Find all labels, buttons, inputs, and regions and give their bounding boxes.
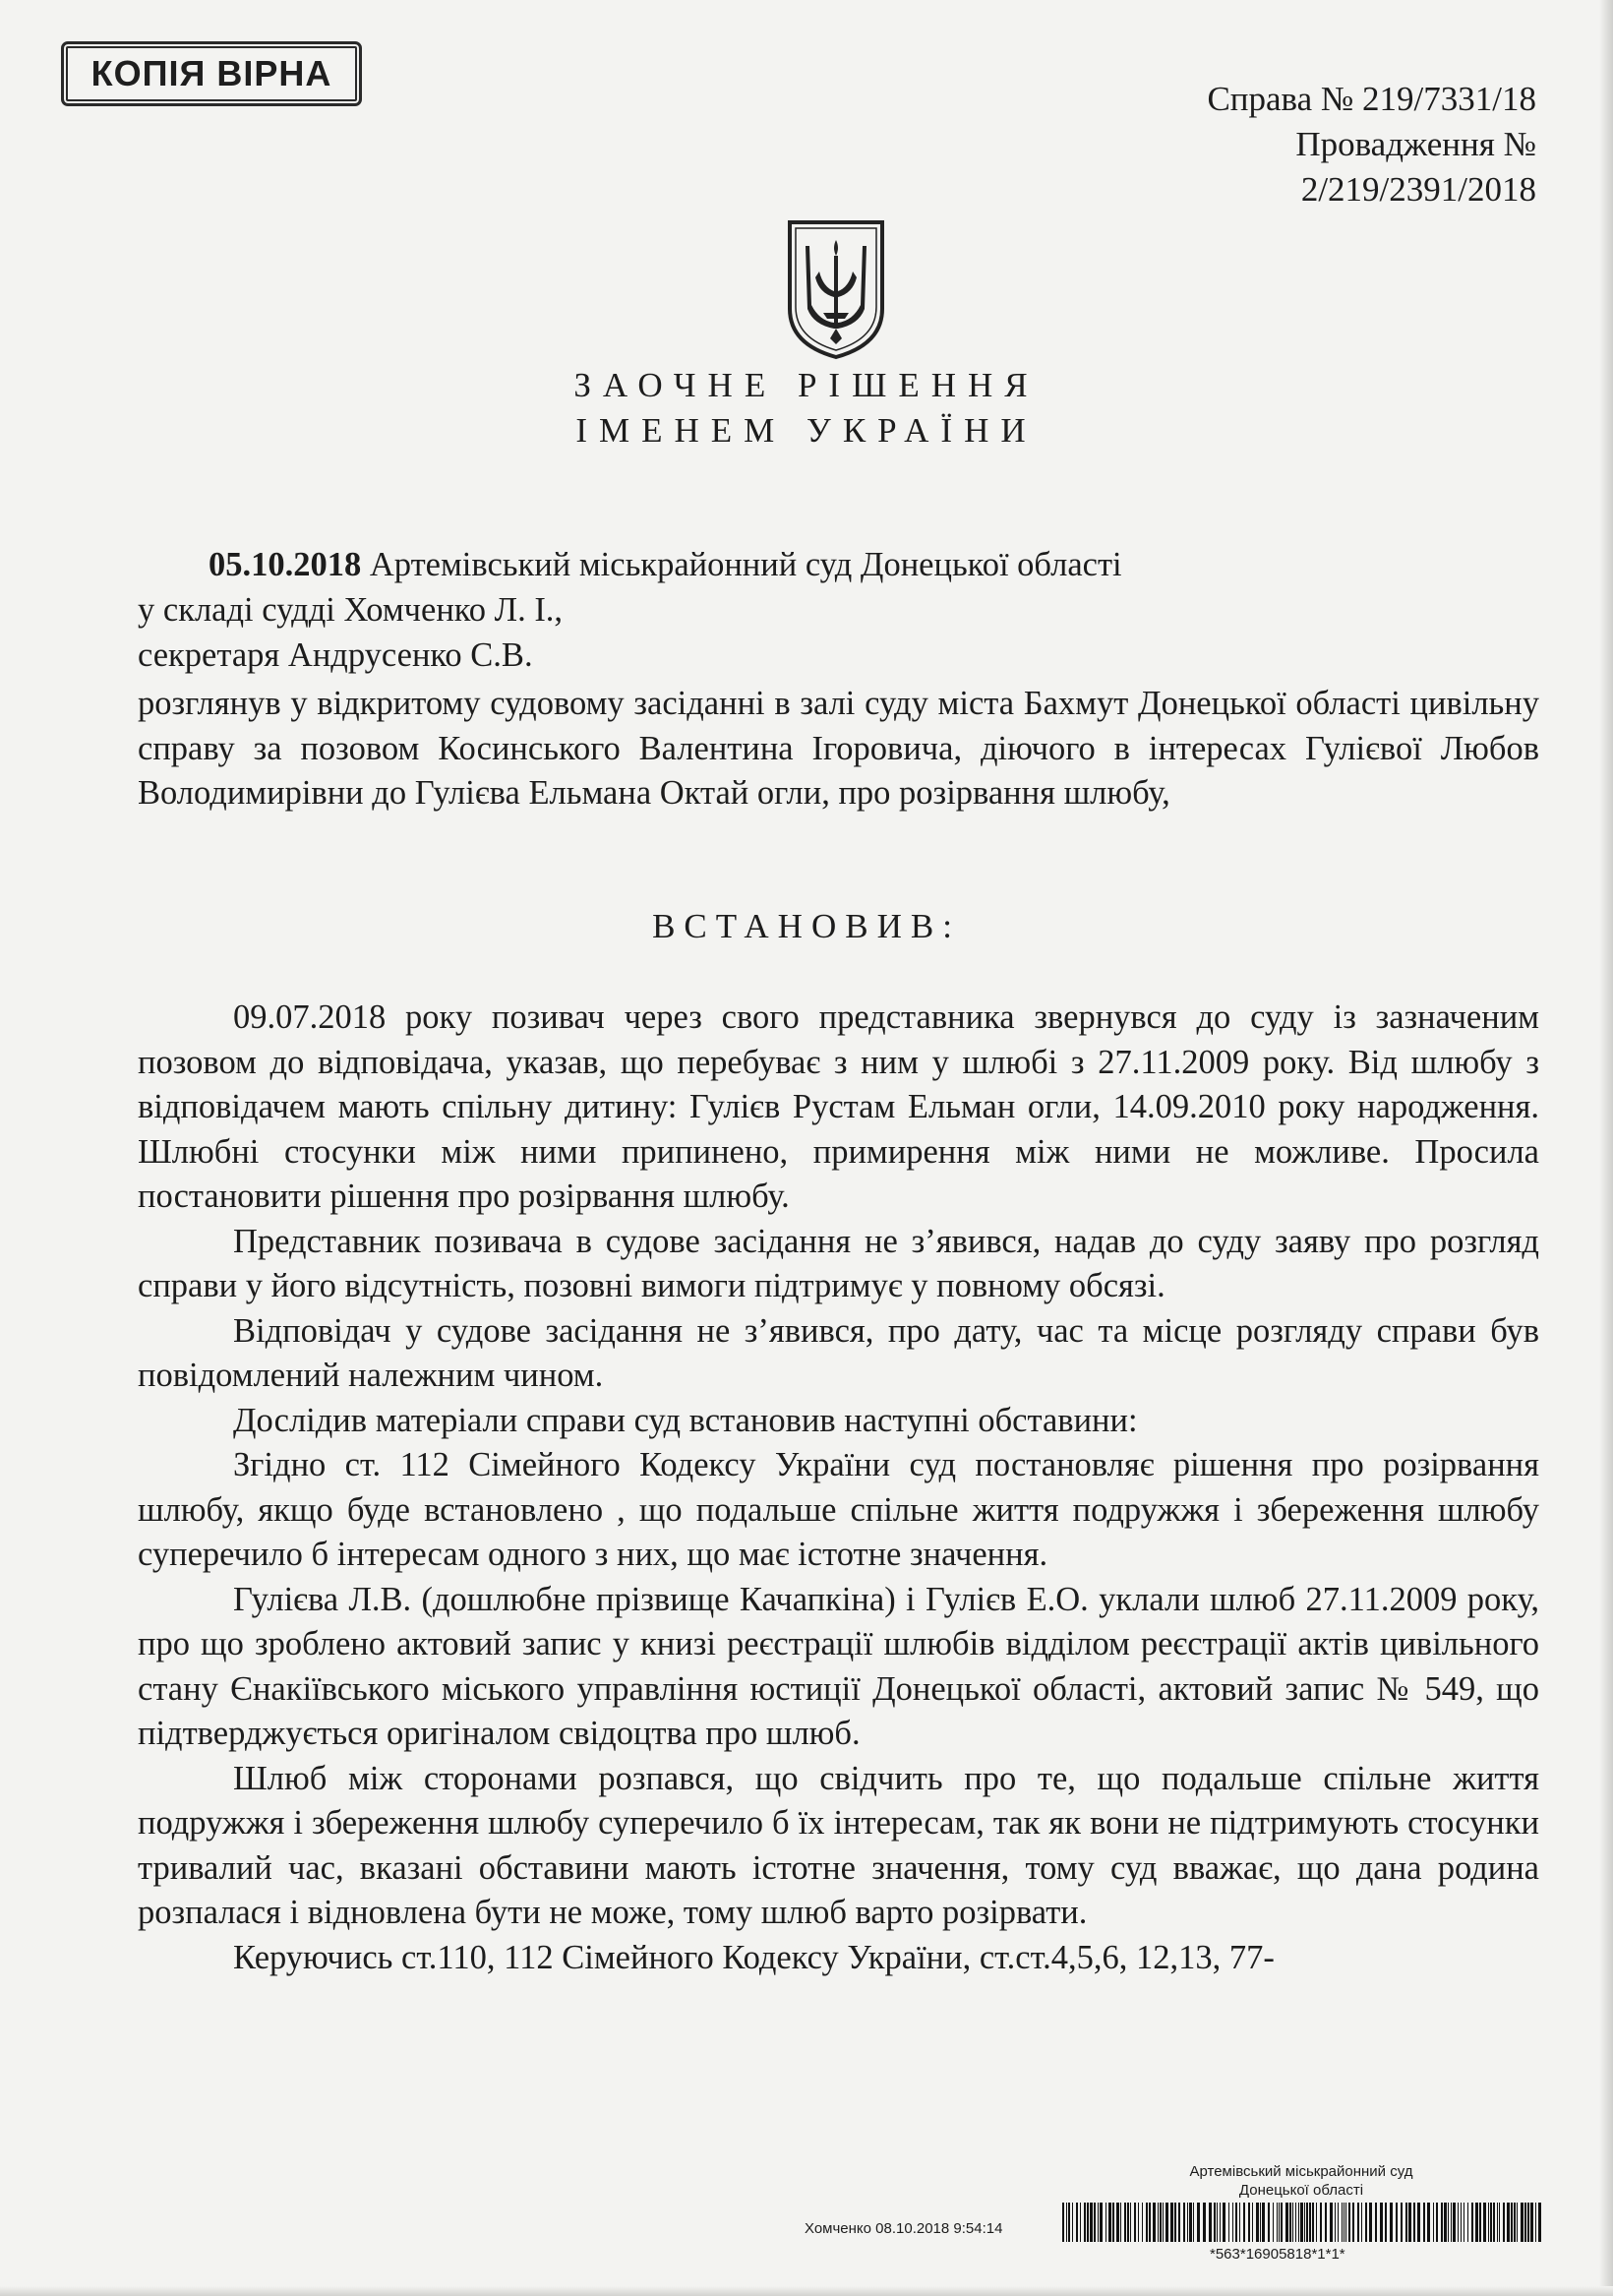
footer-signature-meta: Хомченко 08.10.2018 9:54:14 [805, 2220, 1003, 2237]
barcode-bar [1467, 2203, 1468, 2242]
barcode-bar [1281, 2203, 1283, 2242]
barcode-bar [1312, 2203, 1314, 2242]
barcode-bar [1365, 2203, 1367, 2242]
barcode-bar [1214, 2203, 1216, 2242]
barcode-bar [1165, 2203, 1168, 2242]
barcode-bar [1197, 2203, 1200, 2242]
barcode-bar [1441, 2203, 1443, 2242]
barcode-bar [1279, 2203, 1280, 2242]
barcode-bar [1385, 2203, 1387, 2242]
case-description: розглянув у відкритому судовому засіданні в залі суду міста Бахмут Донецької області цивільну справу за позовом Косинського Валентина Ігоровича, діючого в інтересах Гулієвої Любов Володимирівни до Гулієва Ельмана Октай огли, про розірвання шлюбу, [138, 685, 1539, 812]
barcode-bar [1120, 2203, 1121, 2242]
barcode-bar [1134, 2203, 1136, 2242]
barcode-bar [1174, 2203, 1176, 2242]
barcode-bar [1220, 2203, 1221, 2242]
trident-coat-of-arms-icon [784, 218, 888, 361]
section-heading: ВСТАНОВИВ: [652, 907, 961, 945]
barcode-bar [1187, 2203, 1188, 2242]
barcode-bar [1345, 2203, 1346, 2242]
barcode-bar [1511, 2203, 1513, 2242]
barcode-bar [1325, 2203, 1327, 2242]
barcode-bar [1408, 2203, 1411, 2242]
barcode-bar [1112, 2203, 1114, 2242]
barcode-bar [1239, 2203, 1240, 2242]
barcode-bar [1163, 2203, 1164, 2242]
barcode-bar [1479, 2203, 1481, 2242]
barcode-bar [1490, 2203, 1492, 2242]
page-edge-shadow-bottom [0, 2286, 1613, 2296]
barcode-bar [1124, 2203, 1126, 2242]
barcode-bar [1300, 2203, 1303, 2242]
barcode-bar [1223, 2203, 1225, 2242]
certified-copy-stamp [61, 41, 362, 106]
barcode-bar [1108, 2203, 1111, 2242]
barcode-bar [1100, 2203, 1103, 2242]
barcode-bar [1493, 2203, 1495, 2242]
barcode-bar [1461, 2203, 1462, 2242]
barcode-bar [1068, 2203, 1070, 2242]
barcode-bar [1138, 2203, 1139, 2242]
barcode-bar [1527, 2203, 1529, 2242]
barcode-bar [1488, 2203, 1489, 2242]
secretary-line: секретаря Андрусенко С.В. [138, 636, 533, 674]
barcode-bar [1380, 2203, 1383, 2242]
barcode-bar [1285, 2203, 1288, 2242]
barcode-bar [1538, 2203, 1541, 2242]
paragraph: Гулієва Л.В. (дошлюбне прізвище Качапкіна) і Гулієв Е.О. уклали шлюб 27.11.2009 року, про що зроблено актовий запис у книзі реєстрації шлюбів відділом реєстрації актів цивільного стану Єнакіївського міського управління юстиції Донецької області, актовий запис № 549, що підтверджується оригіналом свідоцтва про шлюб. [138, 1580, 1539, 1752]
barcode-bar [1228, 2203, 1229, 2242]
barcode-bar [1524, 2203, 1526, 2242]
barcode-bar [1160, 2203, 1162, 2242]
barcode-bar [1361, 2203, 1362, 2242]
barcode-bar [1203, 2203, 1206, 2242]
barcode-bar [1335, 2203, 1336, 2242]
barcode-bar [1256, 2203, 1259, 2242]
barcode-bar [1262, 2203, 1265, 2242]
intro-date-line [209, 546, 1122, 584]
barcode-bar [1413, 2203, 1415, 2242]
barcode-bar [1189, 2203, 1192, 2242]
barcode-bar [1243, 2203, 1245, 2242]
footer-court-name [1164, 2162, 1439, 2200]
paragraph: Керуючись ст.110, 112 Сімейного Кодексу України, ст.ст.4,5,6, 12,13, 77- [233, 1938, 1275, 1976]
barcode-bar [1405, 2203, 1407, 2242]
barcode-bar [1232, 2203, 1233, 2242]
barcode-bar [1268, 2203, 1270, 2242]
barcode-bar [1475, 2203, 1478, 2242]
barcode-bar [1348, 2203, 1350, 2242]
decision-date: 05.10.2018 [209, 546, 362, 583]
barcode-bar [1390, 2203, 1393, 2242]
barcode-bar [1306, 2203, 1308, 2242]
barcode-bar [1433, 2203, 1434, 2242]
paragraph: Відповідач у судове засідання не з’явився, про дату, час та місце розгляду справи був повідомлений належним чином. [138, 1311, 1539, 1394]
barcode-bar [1530, 2203, 1533, 2242]
document-subtitle: ІМЕНЕМ УКРАЇНИ [575, 411, 1038, 450]
decision-body [138, 996, 1539, 1980]
barcode-bar [1304, 2203, 1305, 2242]
barcode-bar [1273, 2203, 1274, 2242]
barcode-bar [1352, 2203, 1354, 2242]
barcode-bar [1342, 2203, 1343, 2242]
barcode-bar [1503, 2203, 1505, 2242]
paragraph: Представник позивача в судове засідання не з’явився, надав до суду заяву про розгляд справи у його відсутність, позовні вимоги підтримує у повному обсязі. [138, 1222, 1539, 1304]
barcode-bar [1183, 2203, 1185, 2242]
barcode-bar [1178, 2203, 1180, 2242]
barcode-bar [1497, 2203, 1498, 2242]
barcode-bar [1309, 2203, 1311, 2242]
barcode-bar [1098, 2203, 1099, 2242]
footer-court-line2: Донецької області [1238, 2182, 1364, 2199]
barcode-bar [1072, 2203, 1073, 2242]
barcode-bar [1535, 2203, 1536, 2242]
barcode-bar [1235, 2203, 1237, 2242]
barcode-bar [1417, 2203, 1420, 2242]
barcode-bar [1193, 2203, 1194, 2242]
barcode-bar [1369, 2203, 1372, 2242]
paragraph: 09.07.2018 року позивач через свого представника звернувся до суду із зазначеним позовом до відповідача, указав, що перебуває з ним у шлюбі з 27.11.2009 року. Від шлюбу з відповідачем мають спільну дитину: Гулієв Рустам Ельман огли, 14.09.2010 року народження. Шлюбні стосунки між ними припинено, примирення між ними не можливе. Просила постановити рішення про розірвання шлюбу. [138, 998, 1539, 1215]
barcode-bar [1149, 2203, 1151, 2242]
barcode-bar [1094, 2203, 1096, 2242]
barcode-bar [1116, 2203, 1119, 2242]
court-name: Артемівський міськрайонний суд Донецької області [361, 546, 1122, 583]
proceeding-label: Провадження № [1295, 125, 1536, 163]
barcode-bar [1277, 2203, 1278, 2242]
barcode-bar [1436, 2203, 1438, 2242]
document-title: ЗАОЧНЕ РІШЕННЯ [573, 366, 1040, 404]
barcode-bar [1248, 2203, 1250, 2242]
barcode-bar [1209, 2203, 1212, 2242]
barcode-bar [1375, 2203, 1377, 2242]
barcode-bar [1127, 2203, 1129, 2242]
barcode-bar [1448, 2203, 1449, 2242]
barcode-bar [1316, 2203, 1317, 2242]
case-number-block [1084, 77, 1536, 212]
barcode-bar [1295, 2203, 1296, 2242]
document-barcode [1062, 2203, 1544, 2242]
barcode-bar [1338, 2203, 1339, 2242]
footer-court-line1: Артемівський міськрайонний суд [1189, 2163, 1413, 2180]
barcode-bar [1142, 2203, 1143, 2242]
barcode-bar [1507, 2203, 1510, 2242]
barcode-bar [1090, 2203, 1093, 2242]
barcode-bar [1260, 2203, 1261, 2242]
barcode-bar [1471, 2203, 1473, 2242]
barcode-bar [1444, 2203, 1447, 2242]
barcode-bar [1499, 2203, 1500, 2242]
barcode-bar [1170, 2203, 1173, 2242]
barcode-bar [1514, 2203, 1516, 2242]
barcode-bar [1062, 2203, 1064, 2242]
barcode-bar [1396, 2203, 1398, 2242]
barcode-bar [1298, 2203, 1299, 2242]
barcode-bar [1357, 2203, 1359, 2242]
barcode-number: *563*16905818*1*1* [1210, 2246, 1345, 2263]
barcode-bar [1080, 2203, 1081, 2242]
barcode-bar [1076, 2203, 1078, 2242]
barcode-bar [1427, 2203, 1430, 2242]
barcode-bar [1453, 2203, 1456, 2242]
case-number: Справа № 219/7331/18 [1207, 80, 1536, 118]
barcode-bar [1483, 2203, 1486, 2242]
page-edge-shadow [1599, 0, 1613, 2296]
barcode-bar [1517, 2203, 1518, 2242]
paragraph: Дослідив матеріали справи суд встановив наступні обставини: [233, 1401, 1138, 1439]
barcode-bar [1130, 2203, 1131, 2242]
barcode-bar [1158, 2203, 1159, 2242]
barcode-bar [1105, 2203, 1106, 2242]
barcode-bar [1066, 2203, 1067, 2242]
paragraph: Згідно ст. 112 Сімейного Кодексу України суд постановляє рішення про розірвання шлюбу, якщо буде встановлено , що подальше спільне життя подружжя і збереження шлюбу суперечило б інтересам одного з них, що має істотне значення. [138, 1446, 1539, 1573]
barcode-bar [1289, 2203, 1291, 2242]
barcode-bar [1401, 2203, 1403, 2242]
barcode-bar [1330, 2203, 1333, 2242]
barcode-bar [1292, 2203, 1293, 2242]
judge-line: у складі судді Хомченко Л. І., [138, 591, 564, 629]
barcode-bar [1451, 2203, 1452, 2242]
barcode-bar [1521, 2203, 1523, 2242]
barcode-bar [1423, 2203, 1425, 2242]
barcode-bar [1252, 2203, 1253, 2242]
barcode-bar [1320, 2203, 1322, 2242]
paragraph: Шлюб між сторонами розпався, що свідчить про те, що подальше спільне життя подружжя і збереження шлюбу суперечило б їх інтересам, так як вони не підтримують стосунки тривалий час, вказані обставини мають істотне значення, тому суд вважає, що дана родина розпалася і відновлена бути не може, тому шлюб варто розірвати. [138, 1759, 1539, 1931]
barcode-bar [1458, 2203, 1459, 2242]
proceeding-number: 2/219/2391/2018 [1300, 170, 1536, 209]
barcode-bar [1087, 2203, 1089, 2242]
barcode-bar [1084, 2203, 1086, 2242]
barcode-bar [1146, 2203, 1148, 2242]
barcode-bar [1153, 2203, 1156, 2242]
stamp-label: КОПІЯ ВІРНА [90, 53, 332, 93]
barcode-bar [1217, 2203, 1218, 2242]
